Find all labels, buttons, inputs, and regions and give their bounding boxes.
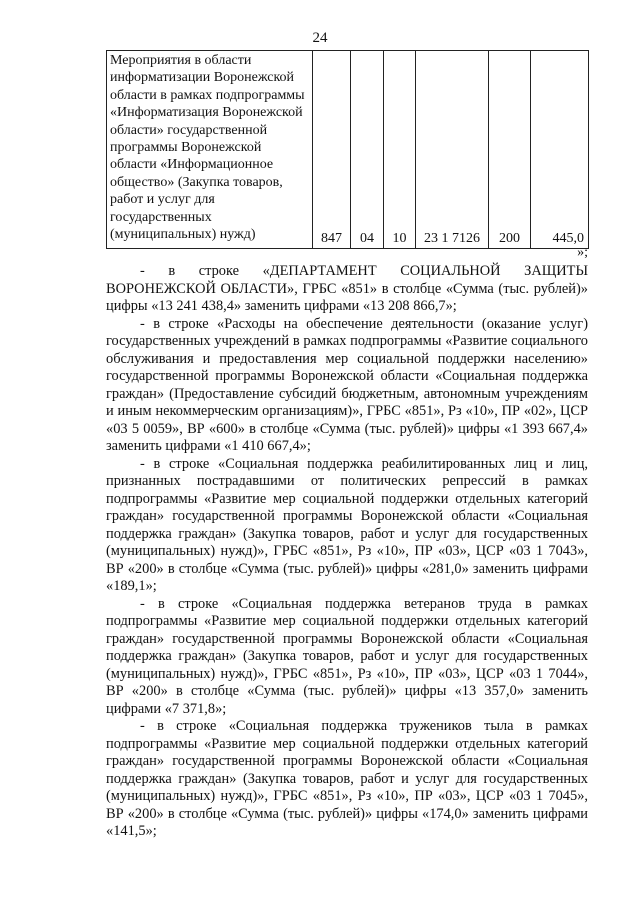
amendment-text (106, 263, 588, 841)
cell-pr: 10 (384, 51, 416, 249)
page-number: 24 (312, 30, 328, 46)
cell-rz: 04 (351, 51, 384, 249)
cell-grbs: 847 (313, 51, 351, 249)
closing-quote: »; (577, 245, 588, 260)
paragraph: - в строке «ДЕПАРТАМЕНТ СОЦИАЛЬНОЙ ЗАЩИТЫ ВОРОНЕЖСКОЙ ОБЛАСТИ», ГРБС «851» в столбце «Сумма (тыс. рублей)» цифры «13 241 438,4» заменить цифрами «13 208 866,7»; (106, 263, 588, 314)
cell-description: Мероприятия в области информатизации Воронежской области в рамках подпрограммы «Информатизация Воронежской области» государственной программы Воронежской области «Информационное общество» (Закупка товаров, работ и услуг для государственных (муниципальных) нужд) (107, 51, 313, 249)
paragraph: - в строке «Социальная поддержка реабилитированных лиц и лиц, признанных пострадавшими от политических репрессий в рамках подпрограммы «Развитие мер социальной поддержки отдельных категорий граждан» государственной программы Воронежской области «Социальная поддержка граждан» (Закупка товаров, работ и услуг для государственных (муниципальных) нужд)», ГРБС «851», Рз «10», ПР «03», ЦСР «03 1 7043», ВР «200» в столбце «Сумма (тыс. рублей)» цифры «281,0» заменить цифрами «189,1»; (106, 455, 588, 594)
table-row (107, 51, 589, 249)
paragraph: - в строке «Расходы на обеспечение деятельности (оказание услуг) государственных учреждений в рамках подпрограммы «Развитие социального обслуживания и предоставления мер социальной поддержки населению» государственной программы Воронежской области «Социальная поддержка граждан» (Предоставление субсидий бюджетным, автономным учреждениям и иным некоммерческим организациям)», ГРБС «851», Рз «10», ПР «02», ЦСР «03 5 0059», ВР «600» в столбце «Сумма (тыс. рублей)» цифры «1 393 667,4» заменить цифрами «1 410 667,4»; (106, 315, 588, 454)
cell-sum: 445,0 (531, 51, 589, 249)
paragraph: - в строке «Социальная поддержка ветеранов труда в рамках подпрограммы «Развитие мер социальной поддержки отдельных категорий граждан» государственной программы Воронежской области «Социальная поддержка граждан» (Закупка товаров, работ и услуг для государственных (муниципальных) нужд)», ГРБС «851», Рз «10», ПР «03», ЦСР «03 1 7044», ВР «200» в столбце «Сумма (тыс. рублей)» цифры «13 357,0» заменить цифрами «7 371,8»; (106, 595, 588, 717)
cell-vr: 200 (489, 51, 531, 249)
budget-table (106, 50, 589, 249)
paragraph: - в строке «Социальная поддержка тружеников тыла в рамках подпрограммы «Развитие мер социальной поддержки отдельных категорий граждан» государственной программы Воронежской области «Социальная поддержка граждан» (Закупка товаров, работ и услуг для государственных (муниципальных) нужд)», ГРБС «851», Рз «10», ПР «03», ЦСР «03 1 7045», ВР «200» в столбце «Сумма (тыс. рублей)» цифры «174,0» заменить цифрами «141,5»; (106, 718, 588, 839)
cell-csr: 23 1 7126 (416, 51, 489, 249)
